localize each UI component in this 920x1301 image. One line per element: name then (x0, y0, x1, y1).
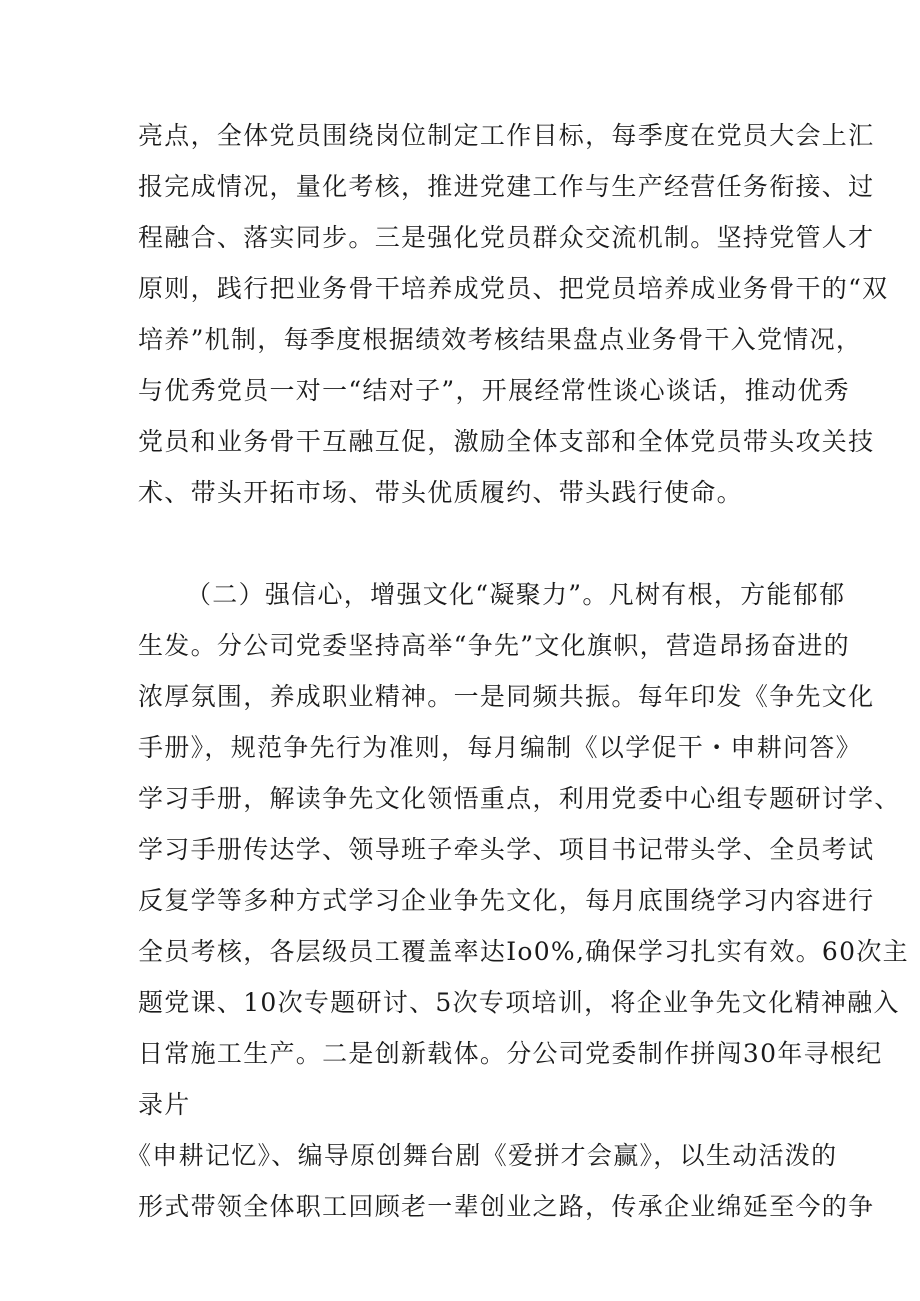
text-line: 报完成情况，量化考核，推进党建工作与生产经营任务衔接、过 (138, 172, 875, 201)
text-line: 术、带头开拓市场、带头优质履约、带头践行使命。 (138, 478, 743, 507)
text-line: 题党课、10次专题研讨、5次专项培训，将企业争先文化精神融入 (138, 988, 900, 1017)
text-line: 党员和业务骨干互融互促，激励全体支部和全体党员带头攻关技 (138, 427, 875, 456)
text-line: 全员考核，各层级员工覆盖率达Io0%,确保学习扎实有效。60次主 (138, 937, 909, 966)
text-line: 原则，践行把业务骨干培养成党员、把党员培养成业务骨干的“双 (138, 274, 889, 303)
text-line: 日常施工生产。二是创新载体。分公司党委制作拼闯30年寻根纪 (138, 1039, 883, 1068)
text-line: 程融合、落实同步。三是强化党员群众交流机制。坚持党管人才 (138, 223, 875, 252)
text-line: 浓厚氛围，养成职业精神。一是同频共振。每年印发《争先文化 (138, 682, 875, 711)
text-line: 学习手册传达学、领导班子牵头学、项目书记带头学、全员考试 (138, 835, 875, 864)
text-line: 生发。分公司党委坚持高举“争先”文化旗帜，营造昂扬奋进的 (138, 631, 850, 660)
text-line: 《申耕记忆》、编导原创舞台剧《爱拼才会赢》，以生动活泼的 (126, 1141, 838, 1170)
text-line: 录片 (138, 1090, 191, 1119)
text-line: 学习手册，解读争先文化领悟重点，利用党委中心组专题研讨学、 (138, 784, 901, 813)
text-line: 手册》，规范争先行为准则，每月编制《以学促干・申耕问答》 (138, 733, 862, 762)
text-line: 培养”机制，每季度根据绩效考核结果盘点业务骨干入党情况， (138, 325, 863, 354)
text-line: 与优秀党员一对一“结对子”，开展经常性谈心谈话，推动优秀 (138, 376, 850, 405)
text-line: 形式带领全体职工回顾老一辈创业之路，传承企业绵延至今的争 (138, 1192, 875, 1221)
text-line: 亮点，全体党员围绕岗位制定工作目标，每季度在党员大会上汇 (138, 121, 875, 150)
text-line: 反复学等多种方式学习企业争先文化，每月底围绕学习内容进行 (138, 886, 875, 915)
section-heading-line: （二）强信心，增强文化“凝聚力”。凡树有根，方能郁郁 (186, 580, 846, 609)
